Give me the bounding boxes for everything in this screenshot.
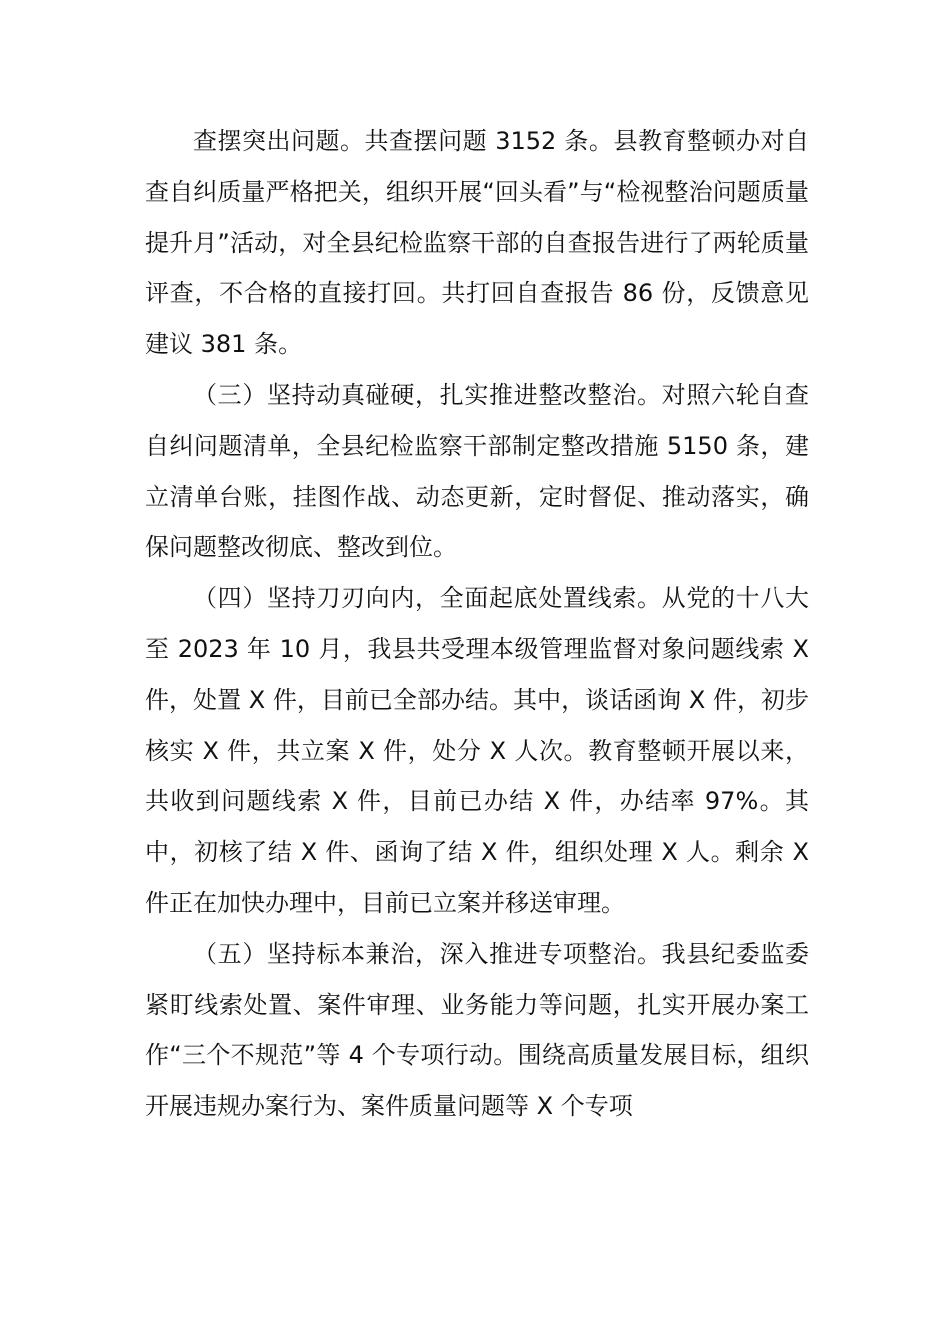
- body-text: [145, 116, 809, 1132]
- paragraph-2: （三）坚持动真碰硬，扎实推进整改整治。对照六轮自查自纠问题清单，全县纪检监察干部制定整改措施 5150 条，建立清单台账，挂图作战、动态更新，定时督促、推动落实，确保问题整改彻底、整改到位。: [145, 380, 809, 562]
- paragraph-4: （五）坚持标本兼治，深入推进专项整治。我县纪委监委紧盯线索处置、案件审理、业务能力等问题，扎实开展办案工作“三个不规范”等 4 个专项行动。围绕高质量发展目标，组织开展违规办案行为、案件质量问题等 X 个专项: [145, 939, 809, 1121]
- paragraph-3: （四）坚持刀刃向内，全面起底处置线索。从党的十八大至 2023 年 10 月，我县共受理本级管理监督对象问题线索 X 件，处置 X 件，目前已全部办结。其中，谈话函询 X 件，初步核实 X 件，共立案 X 件，处分 X 人次。教育整顿开展以来，共收到问题线索 X 件，目前已办结 X 件，办结率 97%。其中，初核了结 X 件、函询了结 X 件，组织处理 X 人。剩余 X 件正在加快办理中，目前已立案并移送审理。: [145, 584, 809, 917]
- paragraph-1: 查摆突出问题。共查摆问题 3152 条。县教育整顿办对自查自纠质量严格把关，组织开展“回头看”与“检视整治问题质量提升月”活动，对全县纪检监察干部的自查报告进行了两轮质量评查，不合格的直接打回。共打回自查报告 86 份，反馈意见建议 381 条。: [145, 127, 809, 359]
